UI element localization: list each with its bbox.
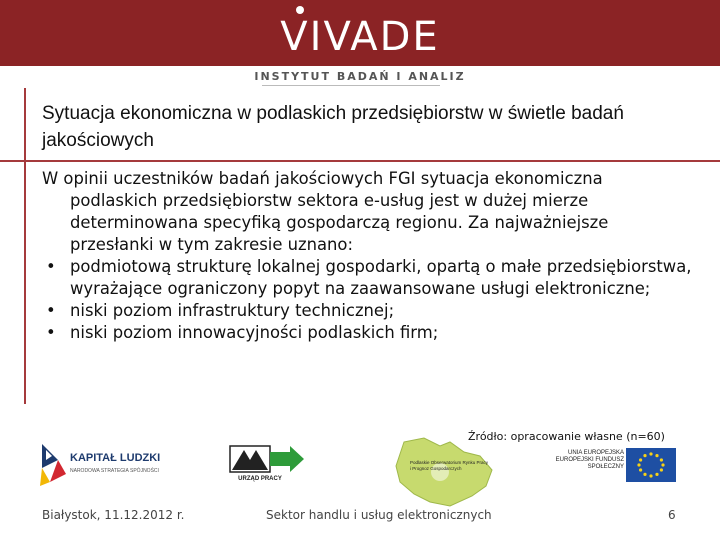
kapital-ludzki-emblem-icon (38, 438, 70, 490)
bullet-glyph: • (46, 257, 56, 276)
footer-date: Białystok, 11.12.2012 r. (42, 508, 185, 522)
vivade-logo-word: VIVADE (280, 14, 440, 60)
logo-underline (262, 85, 440, 86)
urzad-pracy-logo (224, 442, 310, 488)
eu-text: UNIA EUROPEJSKA EUROPEJSKI FUNDUSZ SPOŁECZNY (555, 450, 624, 470)
title-divider (0, 160, 720, 162)
eu-logo (548, 446, 676, 484)
page-number: 6 (668, 508, 676, 522)
bullet-text: niski poziom infrastruktury technicznej; (70, 301, 395, 320)
left-vertical-rule (24, 88, 26, 404)
source-note: Źródło: opracowanie własne (n=60) (468, 430, 665, 443)
kapital-ludzki-subtext: NARODOWA STRATEGIA SPÓJNOŚCI (70, 468, 159, 474)
logo-subtitle: INSTYTUT BADAŃ I ANALIZ (254, 70, 466, 83)
intro-paragraph: W opinii uczestników badań jakościowych FGI sytuacja ekonomiczna podlaskich przedsiębiorstw sektora e-usług jest w dużej mierze determinowana specyfiką gospodarczą regionu. Za najważniejsze przesłanki w tym zakresie uznano: (42, 169, 609, 254)
bullet-glyph: • (46, 301, 56, 320)
logo-dot (296, 6, 304, 14)
list-item (42, 300, 692, 322)
kapital-ludzki-logo (38, 438, 178, 490)
bullet-text: podmiotową strukturę lokalnej gospodarki, opartą o małe przedsiębiorstwa, wyrażające ograniczony popyt na zaawansowane usługi elektroniczne; (70, 257, 692, 298)
podlaskie-obserwatorium-logo (380, 436, 510, 508)
urzad-pracy-text: URZĄD PRACY (238, 476, 282, 482)
podlaskie-map-icon (380, 436, 510, 508)
eu-flag-icon (626, 448, 676, 482)
slide-body (42, 168, 692, 344)
urzad-pracy-emblem-icon (224, 442, 310, 476)
bullet-text: niski poziom innowacyjności podlaskich firm; (70, 323, 439, 342)
bullet-list (42, 256, 692, 344)
kapital-ludzki-text: KAPITAŁ LUDZKI (70, 452, 161, 464)
list-item (42, 256, 692, 300)
slide-title: Sytuacja ekonomiczna w podlaskich przedsiębiorstw w świetle badań jakościowych (42, 103, 624, 151)
podlaskie-text: Podlaskie Obserwatorium Rynku Pracy i Prognoz Gospodarczych (410, 460, 489, 471)
bullet-glyph: • (46, 323, 56, 342)
list-item (42, 322, 692, 344)
footer-title: Sektor handlu i usług elektronicznych (266, 508, 492, 522)
